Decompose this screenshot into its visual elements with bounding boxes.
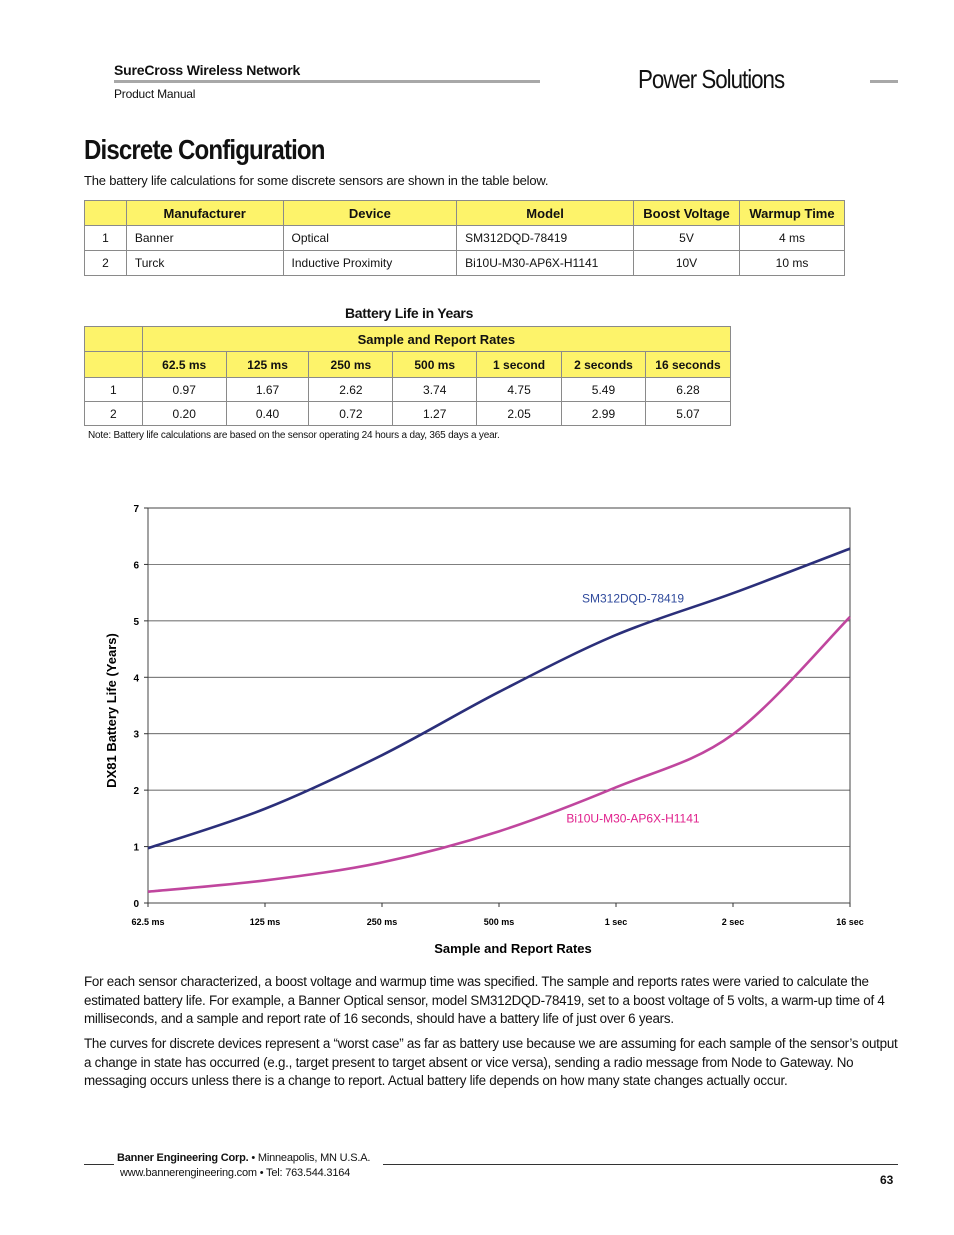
y-tick-label: 6: [133, 560, 139, 572]
series-line-2: [148, 617, 850, 892]
model-cell: SM312DQD-78419: [457, 226, 634, 251]
table-row: [85, 226, 845, 251]
x-tick-label: 500 ms: [483, 917, 515, 927]
battery-note: Note: Battery life calculations are based on the sensor operating 24 hours a day, 365 days a year.: [88, 430, 500, 441]
plot-area: [148, 508, 850, 903]
x-tick-label: 2 sec: [721, 917, 745, 927]
boost-voltage-cell: 5V: [634, 226, 740, 251]
value-cell: 0.97: [142, 378, 226, 402]
rate-header: 62.5 ms: [142, 352, 226, 378]
y-tick-label: 1: [133, 842, 139, 854]
section-title: Power Solutions: [638, 64, 785, 94]
footer-contact: www.bannerengineering.com • Tel: 763.544.3164: [120, 1167, 351, 1179]
y-tick-label: 4: [133, 673, 139, 685]
value-cell: 1.67: [226, 378, 309, 402]
x-tick-label: 62.5 ms: [131, 917, 165, 927]
value-cell: 0.20: [142, 402, 226, 426]
sensor-table: [84, 200, 845, 276]
y-axis-title: DX81 Battery Life (Years): [104, 633, 119, 788]
footer-rule: [84, 1164, 114, 1165]
x-tick-label: 1 sec: [604, 917, 628, 927]
x-tick-label: 125 ms: [249, 917, 281, 927]
warmup-time-cell: 4 ms: [739, 226, 844, 251]
product-name: SureCross Wireless Network: [114, 62, 301, 78]
series-label: Bi10U-M30-AP6X-H1141: [566, 811, 700, 826]
table-header-row: [85, 327, 731, 352]
device-cell: Inductive Proximity: [283, 251, 457, 276]
value-cell: 0.40: [226, 402, 309, 426]
footer-rule: [383, 1164, 898, 1165]
rate-header: 125 ms: [226, 352, 309, 378]
device-cell: Optical: [283, 226, 457, 251]
battery-life-chart: [100, 495, 880, 965]
value-cell: 4.75: [477, 378, 562, 402]
y-tick-label: 5: [133, 616, 139, 628]
y-tick-label: 2: [133, 786, 139, 798]
boost-voltage-cell: 10V: [634, 251, 740, 276]
row-number: 2: [85, 251, 127, 276]
page-title: Discrete Configuration: [84, 134, 325, 165]
x-tick-label: 250 ms: [366, 917, 398, 927]
value-cell: 0.72: [309, 402, 393, 426]
rate-header: 1 second: [477, 352, 562, 378]
model-cell: Bi10U-M30-AP6X-H1141: [457, 251, 634, 276]
value-cell: 2.99: [562, 402, 646, 426]
table-row: [85, 378, 731, 402]
table-header-cell: [85, 201, 127, 226]
rate-header: 250 ms: [309, 352, 393, 378]
company-location: • Minneapolis, MN U.S.A.: [248, 1152, 371, 1164]
header-rule-right: [870, 80, 898, 83]
series-label: SM312DQD-78419: [581, 591, 685, 606]
warmup-time-cell: 10 ms: [739, 251, 844, 276]
table-row: [85, 402, 731, 426]
value-cell: 2.05: [477, 402, 562, 426]
value-cell: 6.28: [645, 378, 730, 402]
value-cell: 1.27: [393, 402, 477, 426]
x-axis-title: Sample and Report Rates: [434, 941, 592, 956]
y-tick-label: 0: [133, 899, 139, 910]
y-tick-label: 3: [133, 729, 139, 741]
battery-life-table: [84, 326, 731, 426]
battery-table-caption: Battery Life in Years: [345, 305, 474, 321]
table-row: [85, 251, 845, 276]
table-header-cell: Device: [283, 201, 457, 226]
body-paragraph: The curves for discrete devices represent a “worst case” as far as battery use because we are assuming for each sample of the sensor’s output a change in state has occurred (e.g., target present to target absent or vice versa), sending a radio message from Node to Gateway. No messaging occurs unless there is a change to report. Actual battery life depends on how many state changes actually occur.: [84, 1036, 898, 1088]
footer-company: [117, 1152, 370, 1164]
manual-type: Product Manual: [114, 87, 196, 101]
table-header-cell: Boost Voltage: [634, 201, 740, 226]
rate-header: 16 seconds: [645, 352, 730, 378]
row-number: 2: [85, 402, 143, 426]
body-paragraph: For each sensor characterized, a boost voltage and warmup time was specified. The sample and reports rates were varied to calculate the estimated battery life. For example, a Banner Optical sensor, model SM312DQD-78419, set to a boost voltage of 5 volts, a warm-up time of 4 milliseconds, and a sample and report rate of 16 seconds, should have a battery life of just over 6 years.: [84, 974, 885, 1026]
table-header-row: [85, 201, 845, 226]
manufacturer-cell: Banner: [126, 226, 283, 251]
table-header-cell: [85, 352, 143, 378]
y-tick-label: 7: [133, 504, 139, 515]
value-cell: 3.74: [393, 378, 477, 402]
series-line-1: [148, 549, 850, 849]
intro-text: The battery life calculations for some discrete sensors are shown in the table below.: [84, 173, 549, 188]
rate-header: 500 ms: [393, 352, 477, 378]
group-header: Sample and Report Rates: [142, 327, 730, 352]
value-cell: 5.07: [645, 402, 730, 426]
table-header-cell: Model: [457, 201, 634, 226]
table-header-row: [85, 352, 731, 378]
table-header-cell: Warmup Time: [739, 201, 844, 226]
row-number: 1: [85, 226, 127, 251]
value-cell: 5.49: [562, 378, 646, 402]
company-name: Banner Engineering Corp.: [117, 1152, 249, 1164]
page-number: 63: [880, 1173, 894, 1187]
header-rule: [114, 80, 540, 83]
manufacturer-cell: Turck: [126, 251, 283, 276]
x-tick-label: 16 sec: [836, 917, 864, 927]
row-number: 1: [85, 378, 143, 402]
rate-header: 2 seconds: [562, 352, 646, 378]
value-cell: 2.62: [309, 378, 393, 402]
table-header-cell: Manufacturer: [126, 201, 283, 226]
table-header-cell: [85, 327, 143, 352]
